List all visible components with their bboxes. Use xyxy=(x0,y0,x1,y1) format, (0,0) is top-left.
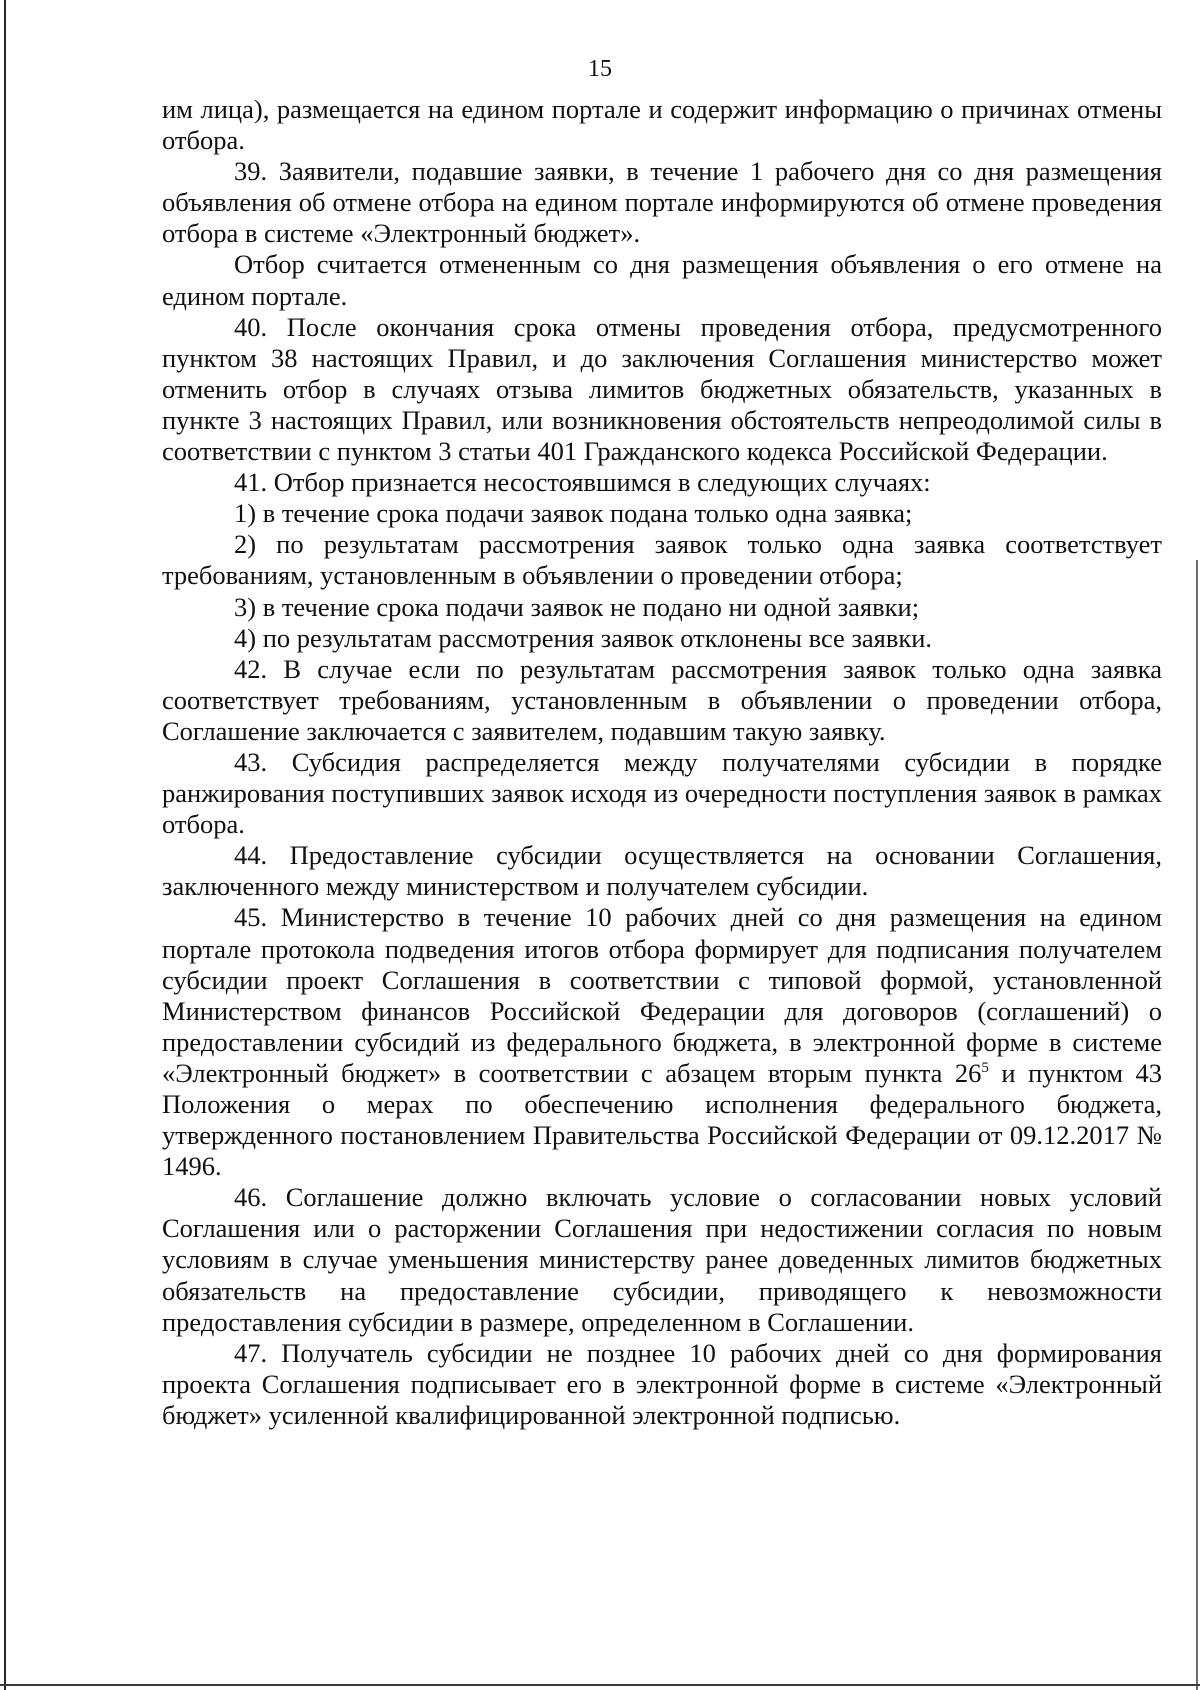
paragraph-47: 47. Получатель субсидии не позднее 10 рабочих дней со дня формирования проекта Соглашения подписывает его в электронной форме в системе «Электронный бюджет» усиленной квалифицированной электронной подписью. xyxy=(162,1337,1162,1430)
paragraph-39: 39. Заявители, подавшие заявки, в течение 1 рабочего дня со дня размещения объявления об отмене отбора на едином портале информируются об отмене проведения отбора в системе «Электронный бюджет». xyxy=(162,156,1162,249)
paragraph-46: 46. Соглашение должно включать условие о согласовании новых условий Соглашения или о расторжении Соглашения при недостижении согласия по новым условиям в случае уменьшения министерству ранее доведенных лимитов бюджетных обязательств на предоставление субсидии, приводящего к невозможности предоставления субсидии в размере, определенном в Соглашении. xyxy=(162,1182,1162,1337)
paragraph-45 xyxy=(162,902,1162,1182)
paragraph-44: 44. Предоставление субсидии осуществляется на основании Соглашения, заключенного между министерством и получателем субсидии. xyxy=(162,840,1162,902)
page-number: 15 xyxy=(588,56,612,82)
paragraph-43: 43. Субсидия распределяется между получателями субсидии в порядке ранжирования поступивших заявок исходя из очередности поступления заявок в рамках отбора. xyxy=(162,746,1162,840)
paragraph-41-item-4: 4) по результатам рассмотрения заявок отклонены все заявки. xyxy=(234,622,933,653)
paragraph-41: 41. Отбор признается несостоявшимся в следующих случаях: xyxy=(234,467,931,498)
scan-edge-left xyxy=(4,0,6,1690)
scan-edge-bottom xyxy=(0,1684,1200,1686)
paragraph-45-part-1: 45. Министерство в течение 10 рабочих дней со дня размещения на едином портале протокола подведения итогов отбора формирует для подписания получателем субсидии проект Соглашения в соответствии с типовой формой, установленной Министерством финансов Российской Федерации для договоров (соглашений) о предоставлении субсидий из федерального бюджета, в электронной форме в системе «Электронный бюджет» в соответствии с абзацем вторым пункта 26 xyxy=(162,902,1162,1088)
paragraph-39-second: Отбор считается отмененным со дня размещения объявления о его отмене на едином портале. xyxy=(162,249,1162,311)
superscript: 5 xyxy=(981,1059,989,1076)
paragraph-continuation: им лица), размещается на едином портале и содержит информацию о причинах отмены отбора. xyxy=(162,94,1162,156)
document-body xyxy=(162,94,1162,1431)
paragraph-41-item-1: 1) в течение срока подачи заявок подана только одна заявка; xyxy=(234,498,913,529)
paragraph-40: 40. После окончания срока отмены проведения отбора, предусмотренного пунктом 38 настоящих Правил, и до заключения Соглашения министерство может отменить отбор в случаях отзыва лимитов бюджетных обязательств, указанных в пункте 3 настоящих Правил, или возникновения обстоятельств непреодолимой силы в соответствии с пунктом 3 статьи 401 Гражданского кодекса Российской Федерации. xyxy=(162,311,1162,467)
paragraph-41-item-2: 2) по результатам рассмотрения заявок только одна заявка соответствует требованиям, установленным в объявлении о проведении отбора; xyxy=(162,529,1162,591)
paragraph-45-part-2: и пунктом 43 Положения о мерах по обеспечению исполнения федерального бюджета, утвержденного постановлением Правительства Российской Федерации от 09.12.2017 № 1496. xyxy=(162,1057,1162,1182)
scan-edge-right xyxy=(1196,560,1198,1690)
paragraph-41-item-3: 3) в течение срока подачи заявок не подано ни одной заявки; xyxy=(234,591,920,622)
paragraph-42: 42. В случае если по результатам рассмотрения заявок только одна заявка соответствует требованиям, установленным в объявлении о проведении отбора, Соглашение заключается с заявителем, подавшим такую заявку. xyxy=(162,653,1162,746)
